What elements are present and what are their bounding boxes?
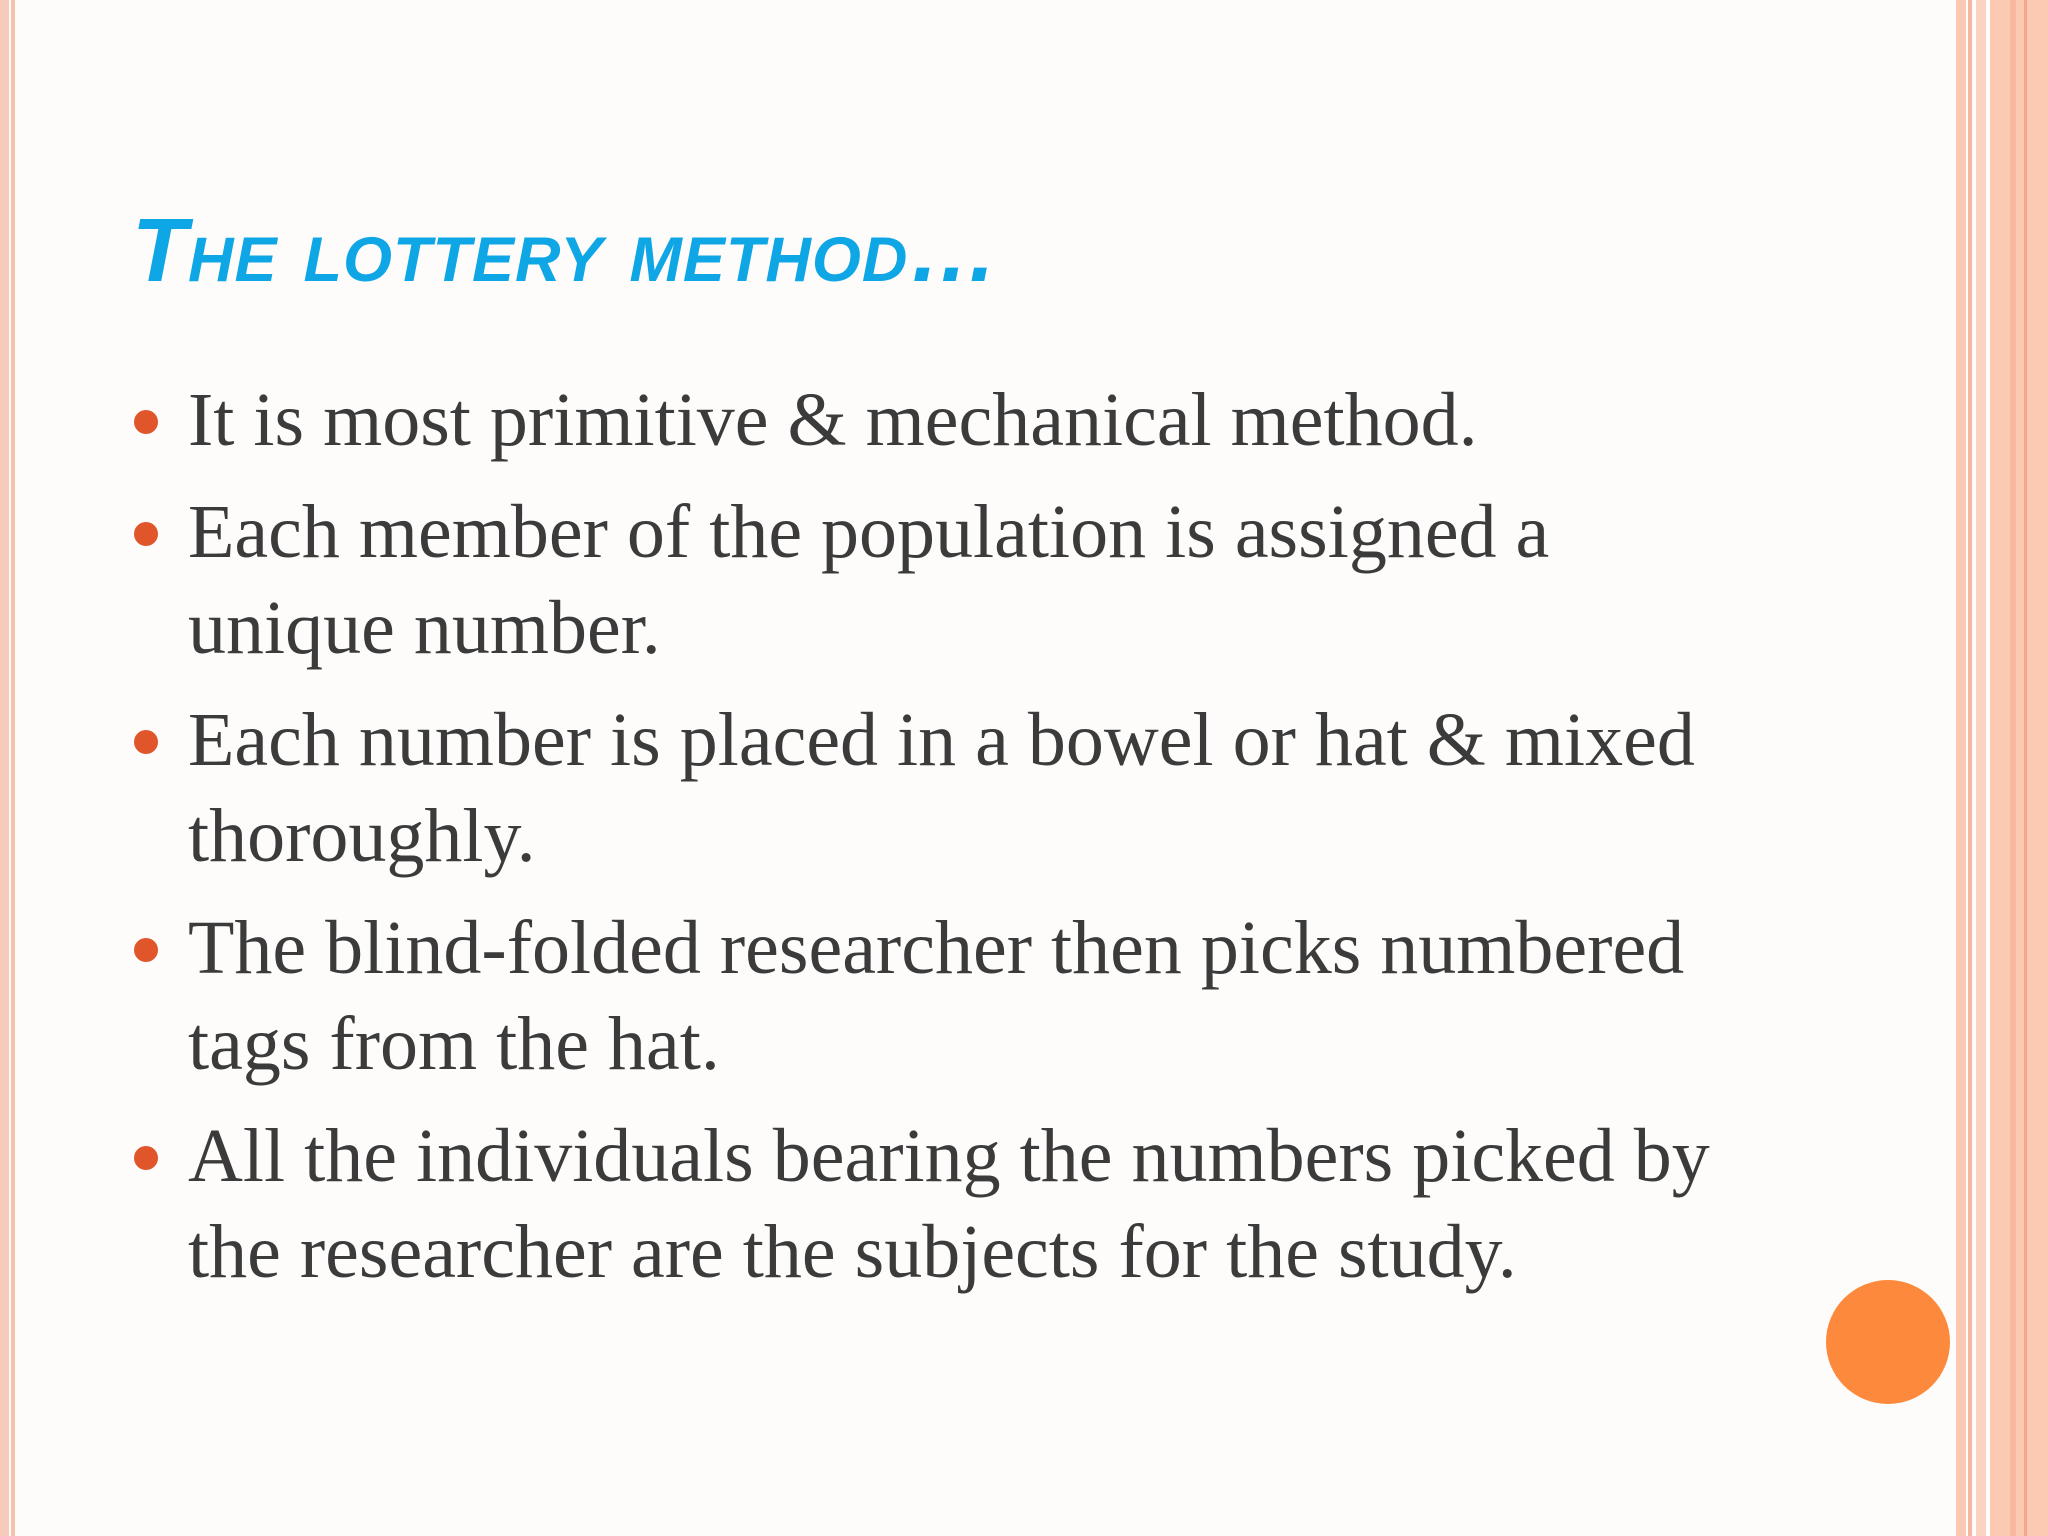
bullet-dot-icon (134, 730, 158, 754)
left-border-stripe (0, 0, 9, 1536)
bullet-dot-icon (134, 1146, 158, 1170)
bullet-text: Each member of the population is assigned a unique number. (188, 490, 1550, 670)
bullet-text: All the individuals bearing the numbers picked by the researcher are the subjects for the study. (188, 1114, 1710, 1294)
left-border-stripe-inner (11, 0, 15, 1536)
right-border-stripe-2 (1968, 0, 1972, 1536)
bullet-list (130, 372, 1710, 1316)
decorative-orange-circle (1826, 1280, 1950, 1404)
bullet-dot-icon (134, 410, 158, 434)
bullet-item (130, 900, 1710, 1092)
right-border-stripe-3 (1976, 0, 1986, 1536)
right-border-stripe-1 (1956, 0, 1966, 1536)
bullet-item (130, 372, 1710, 468)
bullet-item (130, 1108, 1710, 1300)
bullet-item (130, 692, 1710, 884)
bullet-text: The blind-folded researcher then picks numbered tags from the hat. (188, 906, 1685, 1086)
bullet-dot-icon (134, 522, 158, 546)
right-border-stripe-5 (2024, 0, 2027, 1536)
slide-title: The lottery method… (132, 201, 1000, 301)
bullet-dot-icon (134, 938, 158, 962)
bullet-item (130, 484, 1710, 676)
bullet-text: It is most primitive & mechanical method. (188, 378, 1478, 462)
right-border-stripe-4 (2010, 0, 2016, 1536)
bullet-text: Each number is placed in a bowel or hat & mixed thoroughly. (188, 698, 1695, 878)
right-border-band (1990, 0, 2048, 1536)
